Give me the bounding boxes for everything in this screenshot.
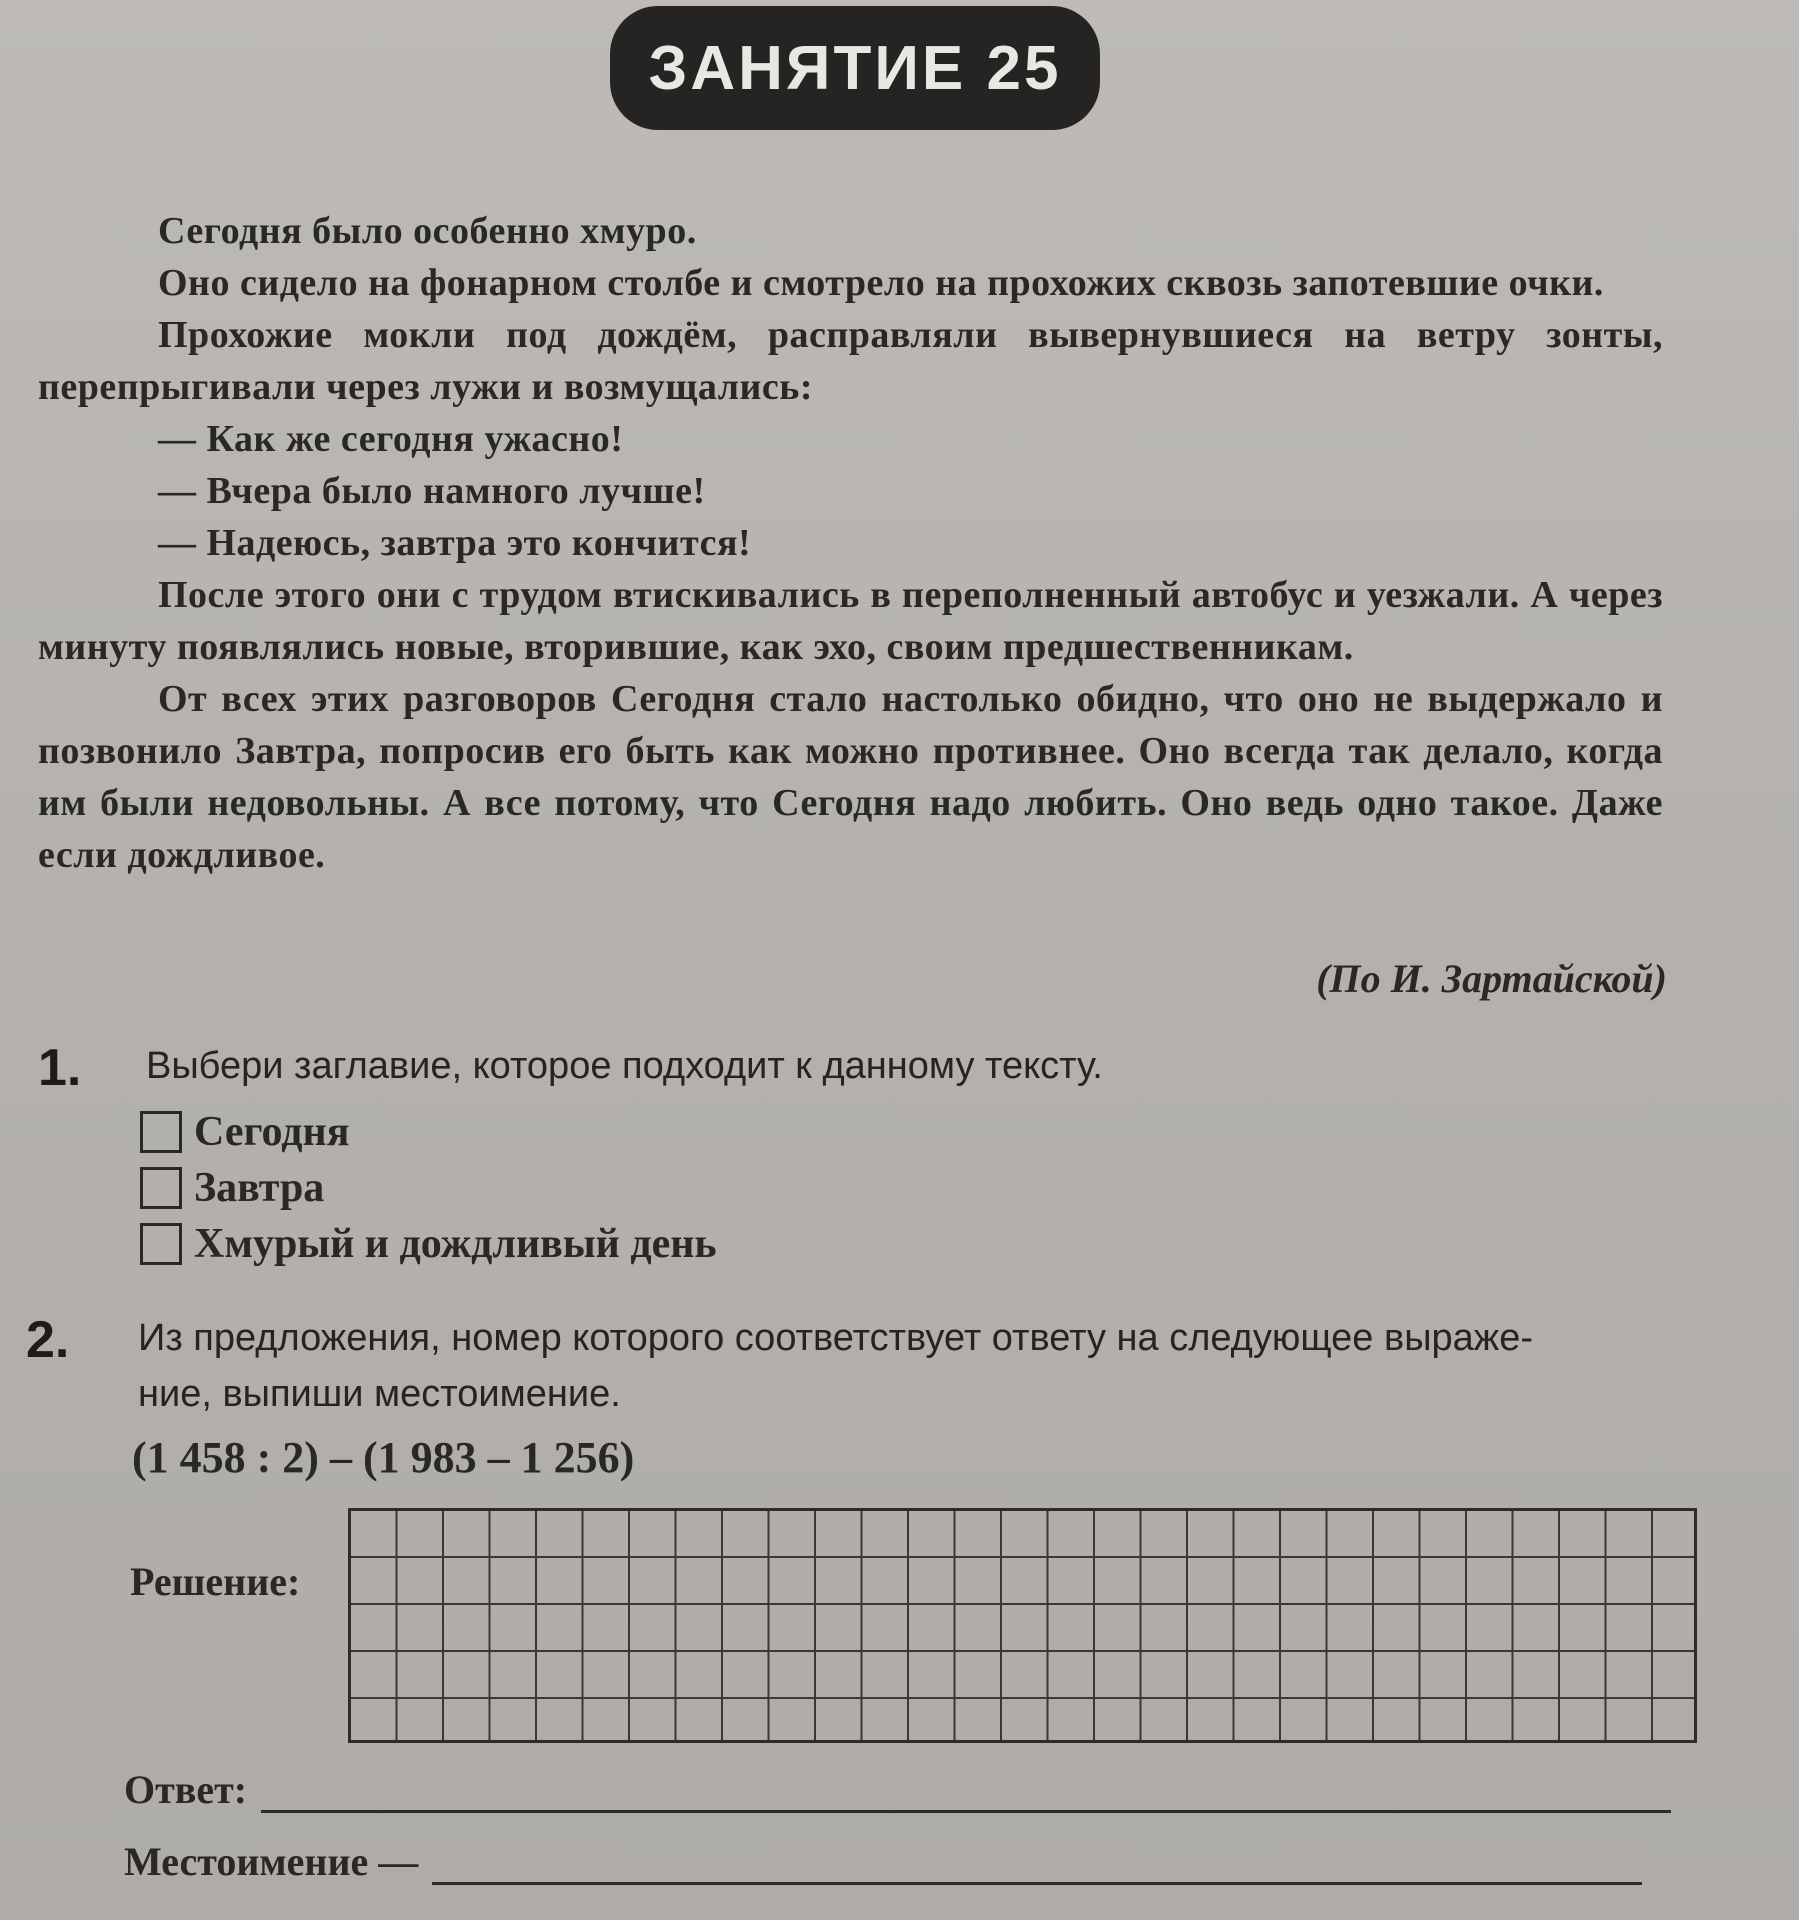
story-paragraph: Сегодня было особенно хмуро. bbox=[158, 210, 697, 252]
dialog-line: — Вчера было намного лучше! bbox=[158, 470, 706, 512]
answer-input[interactable] bbox=[261, 1770, 1675, 1812]
story-paragraph: От всех этих разговоров Сегодня стало настолько обидно, что оно не выдержало и позвонило Завтра, попросив его быть как можно противнее. Оно всегда так делало, когда им были недовольны. А все потому, что Сегодня надо любить. Оно ведь одно такое. Даже если дождливое. bbox=[38, 678, 1663, 876]
task1-number: 1. bbox=[38, 1039, 82, 1097]
solution-grid[interactable] bbox=[348, 1508, 1697, 1743]
task2-question-line2: ние, выпиши местоимение. bbox=[138, 1373, 621, 1415]
task2-number: 2. bbox=[26, 1311, 70, 1369]
lesson-header bbox=[610, 6, 1100, 130]
task2-question-line1: Из предложения, номер которого соответствует ответу на следующее выраже- bbox=[138, 1317, 1533, 1359]
option-label: Сегодня bbox=[194, 1109, 350, 1155]
story-paragraph: Оно сидело на фонарном столбе и смотрело на прохожих сквозь запотевшие очки. bbox=[158, 262, 1604, 304]
pronoun-input[interactable] bbox=[432, 1842, 1646, 1884]
answer-label: Ответ: bbox=[124, 1767, 248, 1812]
answer-line[interactable] bbox=[261, 1770, 1671, 1813]
option-label: Завтра bbox=[194, 1165, 325, 1211]
task1-option-today[interactable] bbox=[140, 1106, 349, 1158]
task1-option-gloomy-day[interactable] bbox=[140, 1218, 717, 1270]
story-paragraph: Прохожие мокли под дождём, расправляли вывернувшиеся на ветру зонты, перепрыгивали через лужи и возмущались: bbox=[38, 314, 1663, 408]
dialog-line: — Надеюсь, завтра это кончится! bbox=[158, 522, 752, 564]
pronoun-label: Местоимение — bbox=[124, 1839, 419, 1884]
math-expression: (1 458 : 2) – (1 983 – 1 256) bbox=[132, 1433, 635, 1482]
story-author: (По И. Зартайской) bbox=[1316, 956, 1667, 1001]
checkbox[interactable] bbox=[140, 1223, 182, 1265]
pronoun-row bbox=[124, 1838, 1642, 1885]
pronoun-line[interactable] bbox=[432, 1842, 1642, 1885]
dialog-line: — Как же сегодня ужасно! bbox=[158, 418, 624, 460]
answer-row bbox=[124, 1766, 1671, 1813]
story-text bbox=[38, 205, 1663, 881]
task1-option-tomorrow[interactable] bbox=[140, 1162, 324, 1214]
lesson-title: ЗАНЯТИЕ 25 bbox=[648, 33, 1062, 103]
story-paragraph: После этого они с трудом втискивались в переполненный автобус и уезжали. А через минуту появлялись новые, вторившие, как эхо, своим предшественникам. bbox=[38, 574, 1663, 668]
task1-question: Выбери заглавие, которое подходит к данному тексту. bbox=[146, 1045, 1103, 1087]
solution-label: Решение: bbox=[130, 1559, 301, 1604]
option-label: Хмурый и дождливый день bbox=[194, 1221, 717, 1267]
checkbox[interactable] bbox=[140, 1167, 182, 1209]
checkbox[interactable] bbox=[140, 1111, 182, 1153]
